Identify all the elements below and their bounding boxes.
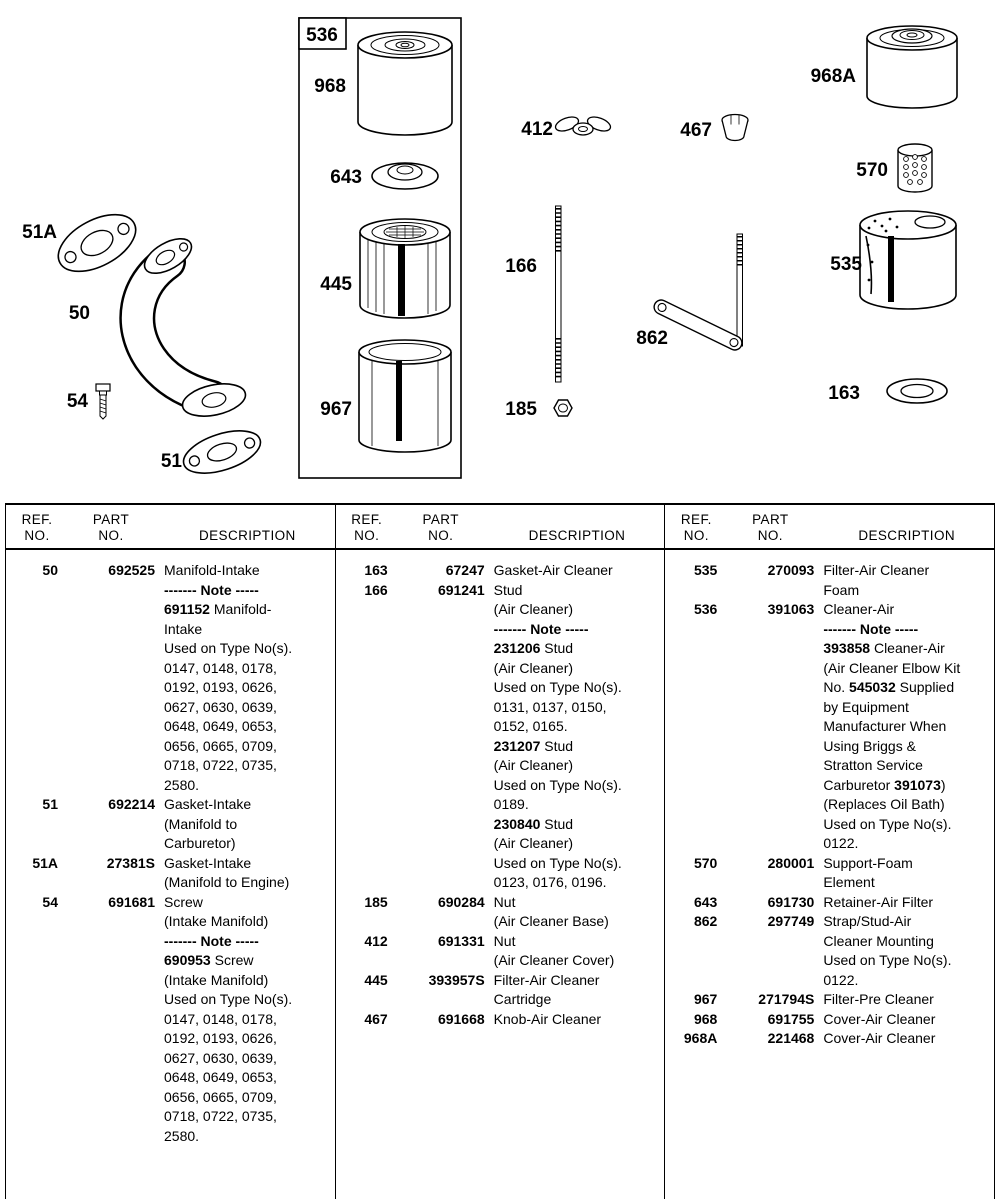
part-label-163: 163 bbox=[828, 383, 860, 404]
ref-no-cell: 185 bbox=[364, 893, 388, 910]
description-cell: Gasket-Air Cleaner bbox=[493, 562, 613, 578]
part-570-support-illustration bbox=[898, 144, 932, 192]
part-label-570: 570 bbox=[856, 160, 888, 181]
part-no-cell: 691755 bbox=[767, 1010, 815, 1027]
part-label-536: 536 bbox=[306, 25, 338, 46]
part-label-967: 967 bbox=[320, 399, 352, 420]
part-no-cell: 393957S bbox=[428, 971, 485, 988]
part-label-412: 412 bbox=[521, 119, 553, 140]
ref-no-cell: 570 bbox=[693, 854, 718, 871]
description-cell: Screw (Intake Manifold) ------- Note ----- 690953 Screw (Intake Manifold) Used on Type No(s). 0147, 0148, 0178, 0192, 0193, 0626, 0627, 0630, 0639, 0648, 0649, 0653, 0656, 0665, 0709, 0718, 0722, 0735, 2580. bbox=[164, 893, 293, 1144]
part-label-643: 643 bbox=[330, 167, 362, 188]
parts-table-body-3 bbox=[665, 550, 994, 1199]
description-cell: Filter-Air Cleaner Cartridge bbox=[493, 971, 600, 1007]
header-description: DESCRIPTION bbox=[858, 527, 956, 543]
parts-table-body-1 bbox=[6, 550, 335, 1199]
ref-no-cell: 163 bbox=[364, 562, 388, 578]
part-412-wing-nut-illustration bbox=[554, 114, 613, 135]
description-cell: Knob-Air Cleaner bbox=[493, 1010, 602, 1027]
description-cell: Support-Foam Element bbox=[823, 854, 913, 890]
part-label-51: 51 bbox=[160, 451, 182, 472]
part-label-968: 968 bbox=[314, 76, 346, 97]
description-cell: Filter-Pre Cleaner bbox=[823, 991, 934, 1007]
ref-no-cell: 166 bbox=[364, 581, 388, 598]
description-cell: Gasket-Intake (Manifold to Carburetor) bbox=[164, 796, 252, 851]
part-163-gasket-illustration bbox=[887, 379, 947, 403]
part-no-cell: 280001 bbox=[767, 854, 815, 871]
parts-table-column-2 bbox=[335, 505, 665, 1199]
description-cell: Manifold-Intake ------- Note ----- 691152 Manifold- Intake Used on Type No(s). 0147, 0148, 0178, 0192, 0193, 0626, 0627, 0630, 0639, 0648, 0649, 0653, 0656, 0665, 0709, 0718, 0722, 0735, 2580. bbox=[164, 562, 293, 793]
part-467-knob-illustration bbox=[722, 115, 748, 141]
parts-table-entry bbox=[675, 854, 990, 893]
parts-table-entry bbox=[675, 1029, 990, 1049]
description-cell: Nut (Air Cleaner Base) bbox=[493, 893, 609, 929]
parts-table-entry bbox=[675, 1010, 990, 1030]
part-label-968A: 968A bbox=[810, 66, 856, 87]
part-no-cell: 691730 bbox=[767, 893, 815, 910]
part-label-166: 166 bbox=[505, 256, 537, 277]
part-968-cover-illustration bbox=[358, 32, 452, 135]
ref-no-cell: 412 bbox=[364, 932, 388, 949]
ref-no-cell: 535 bbox=[693, 562, 718, 578]
part-no-cell: 691331 bbox=[437, 932, 485, 949]
parts-table-entry bbox=[675, 561, 990, 600]
part-label-535: 535 bbox=[830, 254, 862, 275]
description-cell: Cover-Air Cleaner bbox=[823, 1010, 936, 1027]
part-no-cell: 271794S bbox=[758, 991, 815, 1007]
ref-no-cell: 51A bbox=[32, 854, 58, 871]
ref-no-cell: 536 bbox=[693, 601, 718, 617]
description-cell: Gasket-Intake (Manifold to Engine) bbox=[164, 854, 290, 890]
parts-table-entry bbox=[346, 561, 661, 581]
ref-no-cell: 445 bbox=[364, 971, 388, 988]
part-535-foam-filter-illustration bbox=[860, 211, 956, 309]
parts-table-entry bbox=[346, 971, 661, 1010]
ref-no-cell: 968A bbox=[683, 1030, 718, 1046]
part-label-50: 50 bbox=[68, 303, 90, 324]
part-no-cell: 691668 bbox=[437, 1010, 485, 1027]
part-label-185: 185 bbox=[505, 399, 537, 420]
description-cell: Cleaner-Air ------- Note ----- 393858 Cleaner-Air (Air Cleaner Elbow Kit No. 545032 Supplied by Equipment Manufacturer When Using Briggs & Stratton Service Carburetor 391073) (Replaces Oil Bath) Used on Type No(s). 0122. bbox=[823, 601, 961, 851]
header-part-no: PART NO. bbox=[422, 512, 459, 543]
parts-table-entry bbox=[16, 795, 331, 854]
parts-table-entry bbox=[16, 854, 331, 893]
parts-table bbox=[5, 503, 995, 1199]
part-no-cell: 391063 bbox=[767, 601, 815, 617]
part-label-51A: 51A bbox=[22, 222, 57, 243]
part-51-gasket-illustration bbox=[178, 423, 265, 482]
part-445-cartridge-illustration bbox=[360, 219, 450, 318]
parts-table-header bbox=[336, 505, 665, 550]
description-cell: Nut (Air Cleaner Cover) bbox=[493, 932, 615, 968]
ref-no-cell: 643 bbox=[693, 893, 718, 910]
parts-table-entry bbox=[675, 893, 990, 913]
parts-table-entry bbox=[346, 581, 661, 893]
description-cell: Retainer-Air Filter bbox=[823, 893, 934, 910]
part-label-467: 467 bbox=[680, 120, 712, 141]
parts-table-column-1 bbox=[6, 505, 335, 1199]
part-185-nut-illustration bbox=[554, 400, 572, 416]
header-description: DESCRIPTION bbox=[199, 527, 296, 543]
parts-table-body-2 bbox=[336, 550, 665, 1199]
description-cell: Stud (Air Cleaner) ------- Note ----- 231206 Stud (Air Cleaner) Used on Type No(s). 0131, 0137, 0150, 0152, 0165. 231207 Stud (Air Cleaner) Used on Type No(s). 0189. 230840 Stud (Air Cleaner) Used on Type No(s). 0123, 0176, 0196. bbox=[493, 581, 622, 890]
header-ref-no: REF. NO. bbox=[21, 512, 53, 543]
header-part-no: PART NO. bbox=[752, 512, 789, 543]
header-ref-no: REF. NO. bbox=[351, 512, 383, 543]
part-967-precleaner-illustration bbox=[359, 340, 451, 452]
part-968A-cover-illustration bbox=[867, 26, 957, 108]
part-label-445: 445 bbox=[320, 274, 352, 295]
parts-table-column-3 bbox=[664, 505, 994, 1199]
parts-table-entry bbox=[346, 1010, 661, 1030]
part-643-retainer-illustration bbox=[372, 163, 438, 189]
part-no-cell: 270093 bbox=[767, 562, 815, 578]
parts-table-header bbox=[6, 505, 335, 550]
part-no-cell: 692525 bbox=[108, 562, 155, 578]
description-cell: Filter-Air Cleaner Foam bbox=[823, 562, 930, 598]
part-no-cell: 691241 bbox=[437, 581, 485, 598]
exploded-parts-diagram bbox=[0, 0, 1000, 494]
description-cell: Cover-Air Cleaner bbox=[823, 1030, 936, 1046]
part-51A-gasket-illustration bbox=[49, 203, 145, 283]
parts-table-entry bbox=[675, 990, 990, 1010]
part-no-cell: 67247 bbox=[445, 562, 485, 578]
parts-table-entry bbox=[346, 932, 661, 971]
part-label-862: 862 bbox=[636, 328, 668, 349]
parts-table-entry bbox=[675, 600, 990, 854]
ref-no-cell: 862 bbox=[693, 913, 718, 929]
parts-table-entry bbox=[675, 912, 990, 990]
header-ref-no: REF. NO. bbox=[680, 512, 712, 543]
part-no-cell: 692214 bbox=[108, 796, 155, 812]
ref-no-cell: 50 bbox=[42, 562, 58, 578]
parts-table-entry bbox=[16, 893, 331, 1147]
ref-no-cell: 968 bbox=[693, 1010, 718, 1027]
parts-table-entry bbox=[16, 561, 331, 795]
parts-table-header bbox=[665, 505, 994, 550]
ref-no-cell: 51 bbox=[42, 796, 58, 812]
part-54-screw-illustration bbox=[96, 384, 110, 419]
description-cell: Strap/Stud-Air Cleaner Mounting Used on Type No(s). 0122. bbox=[823, 913, 952, 988]
ref-no-cell: 54 bbox=[42, 893, 58, 910]
part-166-stud-illustration bbox=[556, 206, 562, 382]
part-label-54: 54 bbox=[66, 391, 88, 412]
part-no-cell: 27381S bbox=[106, 854, 155, 871]
part-50-manifold-illustration bbox=[137, 232, 248, 422]
part-no-cell: 690284 bbox=[437, 893, 485, 910]
part-no-cell: 297749 bbox=[767, 913, 815, 929]
header-part-no: PART NO. bbox=[92, 512, 130, 543]
parts-table-entry bbox=[346, 893, 661, 932]
part-no-cell: 221468 bbox=[767, 1030, 815, 1046]
ref-no-cell: 467 bbox=[364, 1010, 388, 1027]
part-no-cell: 691681 bbox=[108, 893, 155, 910]
header-description: DESCRIPTION bbox=[528, 527, 626, 543]
ref-no-cell: 967 bbox=[693, 991, 718, 1007]
